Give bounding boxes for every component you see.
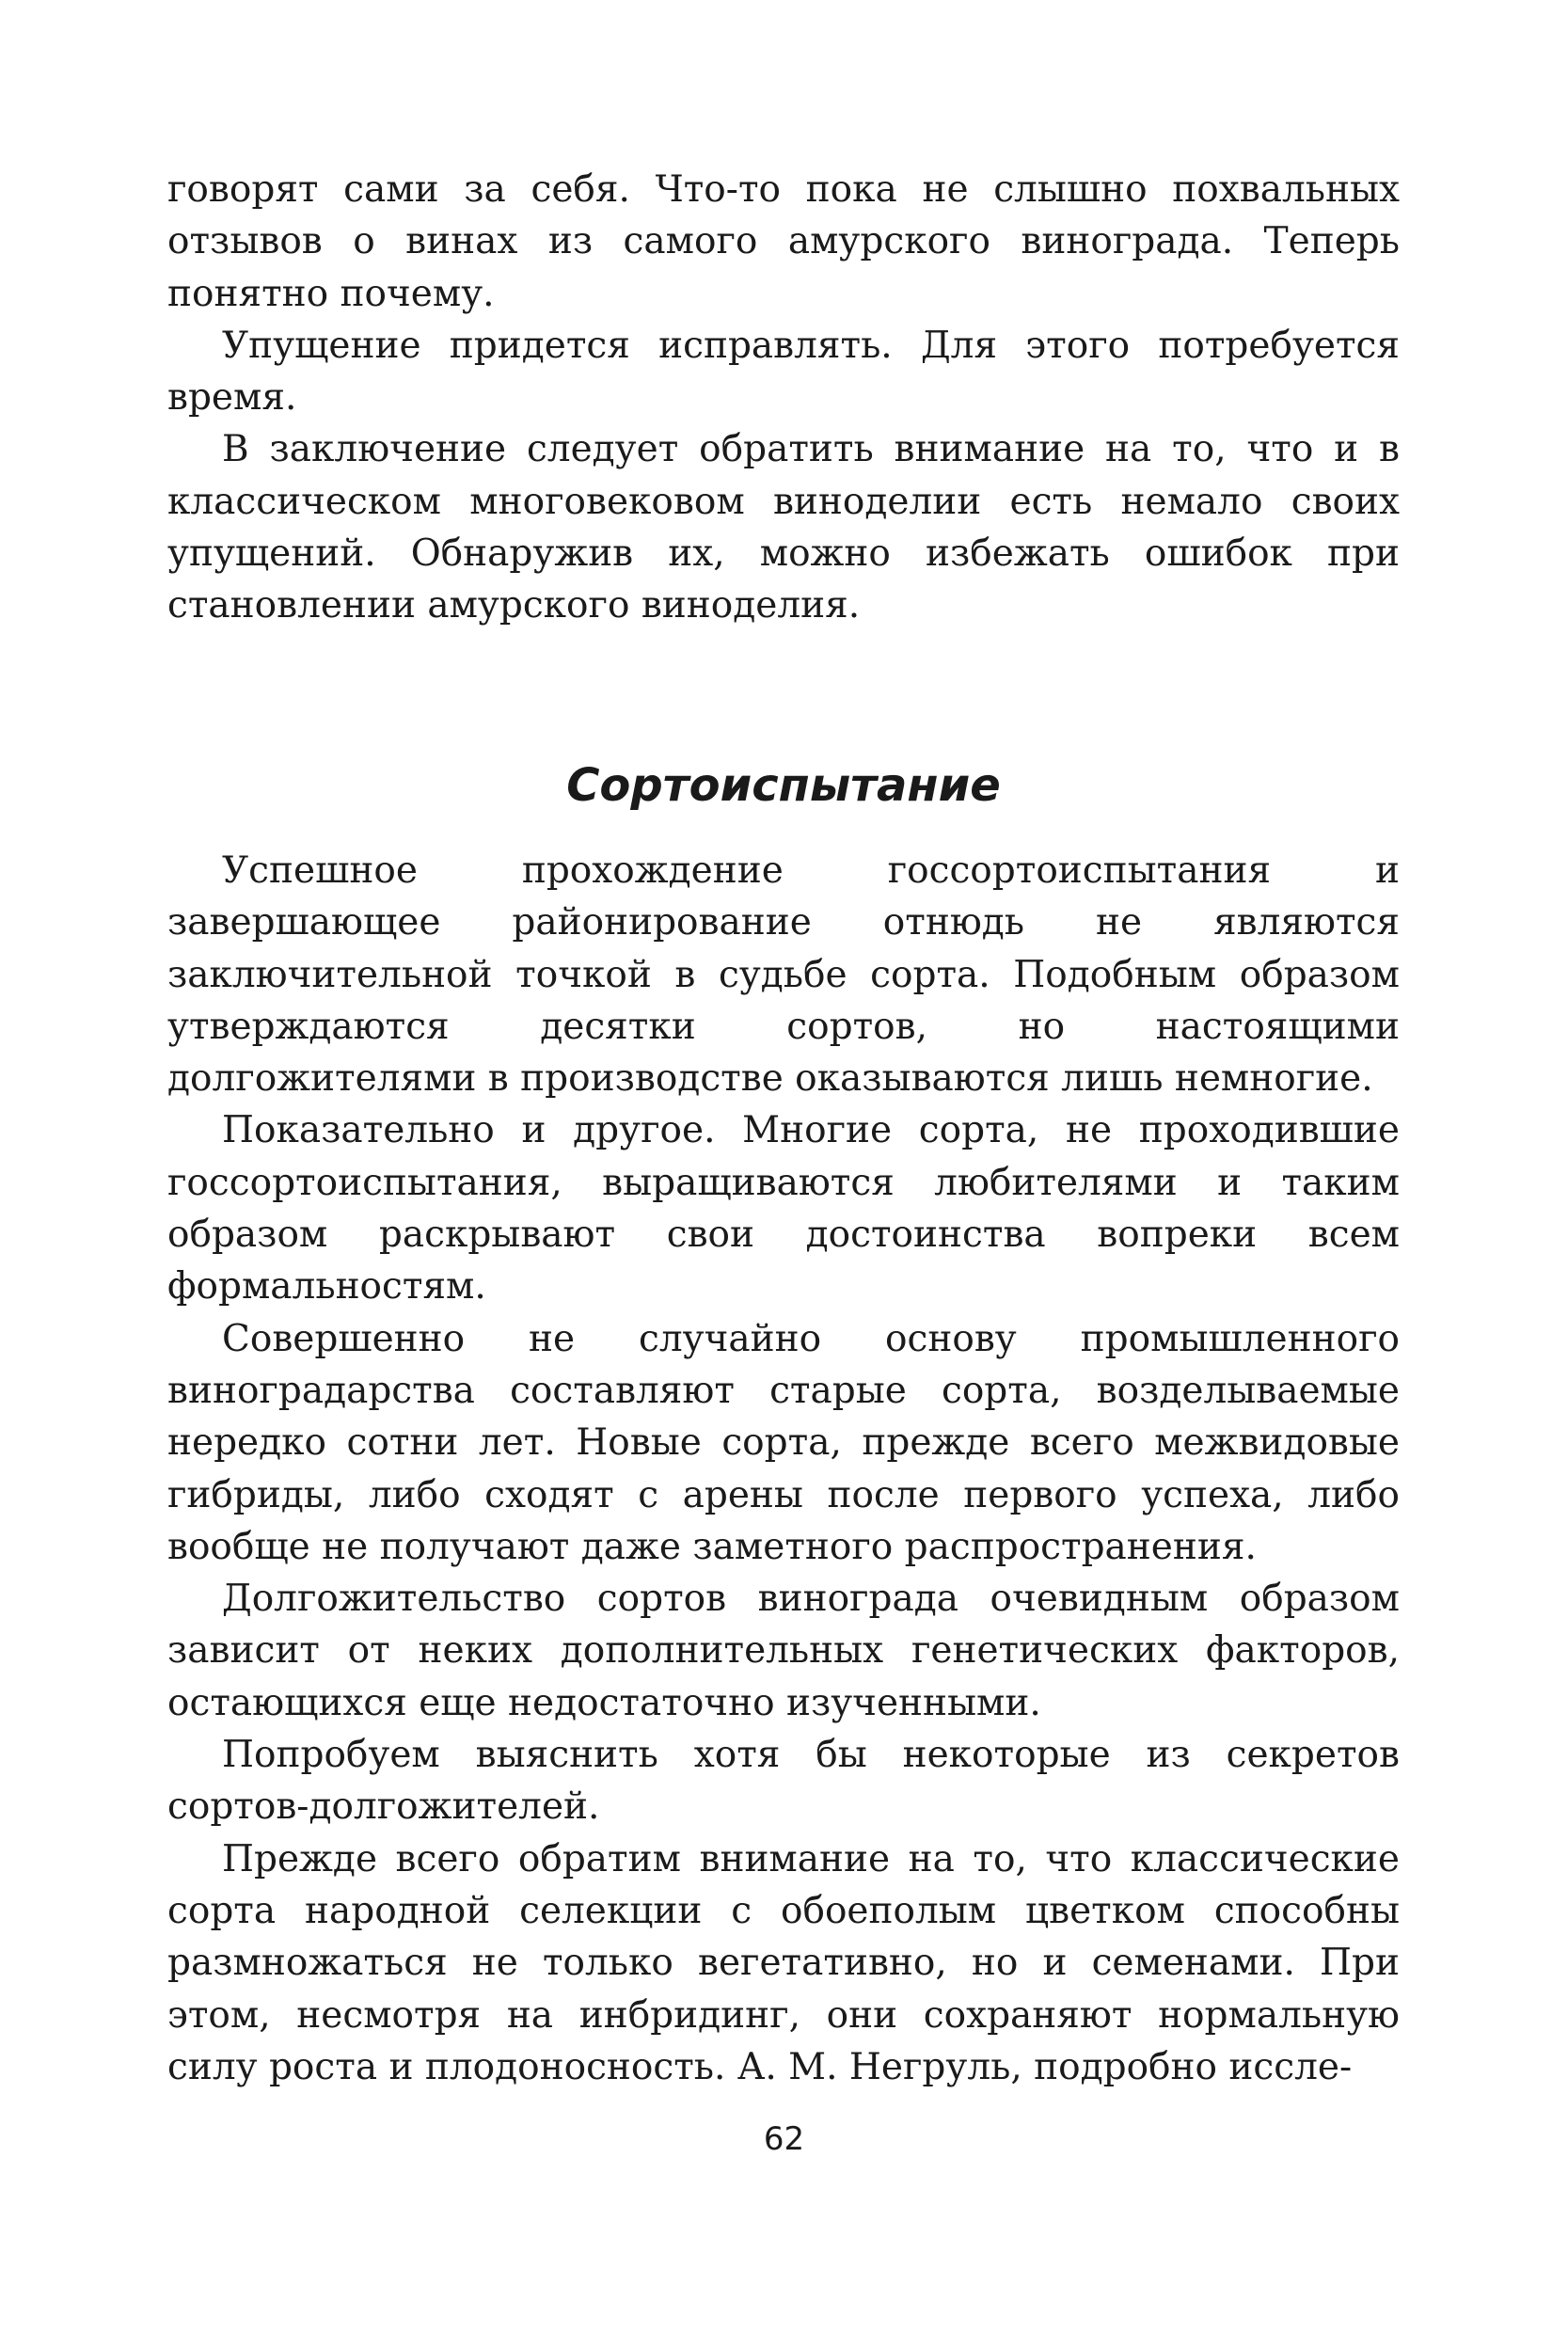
- paragraph: Долгожительство сортов винограда очевидным образом зависит от неких дополнительных генетических факторов, остающихся еще недостаточно изученными.: [167, 1578, 1400, 1724]
- paragraph: Совершенно не случайно основу промышленного виноградарства составляют старые сорта, возделываемые нередко сотни лет. Новые сорта, прежде всего межвидовые гибриды, либо сходят с арены после первого успеха, либо вообще не получают даже заметного распространения.: [167, 1317, 1400, 1568]
- paragraph: Прежде всего обратим внимание на то, что классические сорта народной селекции с обоеполым цветком способны размножаться не только вегетативно, но и семенами. При этом, несмотря на инбридинг, они сохраняют нормальную силу роста и плодоносность. А. М. Негруль, подробно иссле-: [167, 1837, 1400, 2088]
- top-text-block: [167, 164, 1400, 632]
- paragraph: Успешное прохождение госсортоиспытания и завершающее районирование отнюдь не являются заключительной точкой в судьбе сорта. Подобным образом утверждаются десятки сортов, но настоящими долгожителями в производстве оказываются лишь немногие.: [167, 849, 1400, 1101]
- paragraph: Показательно и другое. Многие сорта, не проходившие госсортоиспытания, выращиваются любителями и таким образом раскрывают свои достоинства вопреки всем формальностям.: [167, 1109, 1400, 1309]
- paragraph-continued: говорят сами за себя. Что-то пока не слышно похвальных отзывов о винах из самого амурского винограда. Теперь понятно почему.: [167, 168, 1400, 315]
- section-heading: Сортоиспытание: [566, 759, 1001, 812]
- page-number: 62: [763, 2120, 805, 2158]
- paragraph: В заключение следует обратить внимание на то, что и в классическом многовековом виноделии есть немало своих упущений. Обнаружив их, можно избежать ошибок при становлении амурского виноделия.: [167, 428, 1400, 627]
- section-text-block: [167, 845, 1400, 2093]
- paragraph: Попробуем выяснить хотя бы некоторые из секретов сортов-долгожителей.: [167, 1734, 1400, 1829]
- paragraph: Упущение придется исправлять. Для этого потребуется время.: [167, 324, 1400, 420]
